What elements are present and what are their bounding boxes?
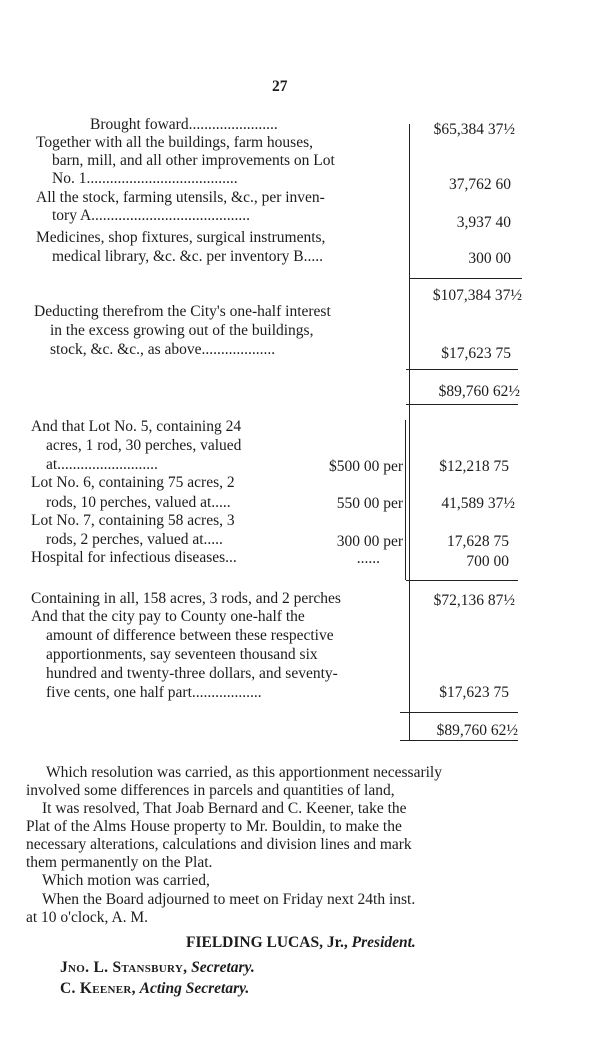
rate: 300 00 per	[336, 533, 403, 550]
text-line: Medicines, shop fixtures, surgical instruments,	[36, 229, 326, 246]
text-line: Together with all the buildings, farm houses,	[36, 134, 314, 151]
column-rule	[409, 124, 410, 740]
text-line: at..........................	[46, 456, 158, 473]
text-line: All the stock, farming utensils, &c., per inven-	[36, 189, 325, 206]
acting-secretary-signature	[60, 980, 249, 998]
paragraph-line: When the Board adjourned to meet on Friday next 24th inst.	[42, 891, 416, 908]
amount: 17,628 75	[447, 533, 509, 550]
acting-secretary-title: Acting Secretary.	[139, 980, 250, 997]
page-number: 27	[272, 78, 288, 95]
text-line: rods, 2 perches, valued at.....	[46, 531, 223, 548]
text-line: stock, &c. &c., as above...................	[50, 341, 276, 358]
sum-rule-bottom	[400, 740, 518, 741]
paragraph-line: Which resolution was carried, as this apportionment necessarily	[46, 764, 442, 781]
sum-rule	[410, 278, 522, 279]
paragraph-line: It was resolved, That Joab Bernard and C. Keener, take the	[42, 800, 407, 817]
amount: $17,623 75	[439, 684, 509, 701]
amount: $17,623 75	[441, 345, 511, 362]
text-line: in the excess growing out of the buildings,	[50, 322, 314, 339]
paragraph-line: Which motion was carried,	[42, 872, 210, 889]
paragraph-line: necessary alterations, calculations and division lines and mark	[26, 836, 412, 853]
amount: 300 00	[468, 250, 511, 267]
amount: 3,937 40	[456, 214, 511, 231]
amount: $72,136 87½	[433, 592, 515, 609]
paragraph-line: involved some differences in parcels and quantities of land,	[26, 782, 395, 799]
president-name: FIELDING LUCAS, Jr.,	[186, 934, 348, 951]
text-line: acres, 1 rod, 30 perches, valued	[46, 437, 242, 454]
sum-rule	[406, 369, 518, 370]
text-line: tory A.........................................	[52, 207, 251, 224]
secretary-title: Secretary.	[191, 959, 255, 976]
total: $89,760 62½	[436, 722, 518, 739]
text-line: Hospital for infectious diseases...	[31, 549, 237, 566]
paragraph-line: them permanently on the Plat.	[26, 854, 213, 871]
text-line: And that the city pay to County one-half the	[31, 608, 305, 625]
text-line: rods, 10 perches, valued at.....	[46, 494, 231, 511]
text-line: five cents, one half part..................	[46, 684, 262, 701]
amount: 700 00	[466, 553, 509, 570]
text-line: hundred and twenty-three dollars, and seventy-	[46, 665, 338, 682]
text-line: barn, mill, and all other improvements on Lot	[52, 152, 335, 169]
text-line: apportionments, say seventeen thousand six	[46, 646, 318, 663]
rate: 550 00 per	[336, 495, 403, 512]
rate: $500 00 per	[328, 458, 403, 475]
text-line: Lot No. 7, containing 58 acres, 3	[31, 512, 235, 529]
secretary-name: Jno. L. Stansbury,	[60, 959, 188, 976]
rate: ......	[356, 550, 380, 567]
amount: $65,384 37½	[433, 121, 515, 138]
subtotal: $107,384 37½	[432, 287, 522, 304]
amount: 37,762 60	[449, 176, 511, 193]
amount: 41,589 37½	[441, 495, 515, 512]
paragraph-line: at 10 o'clock, A. M.	[26, 909, 149, 926]
sum-rule-bottom	[406, 404, 518, 405]
president-title: President.	[351, 934, 416, 951]
sum-rule	[400, 712, 518, 713]
text-line: Deducting therefrom the City's one-half interest	[34, 303, 331, 320]
total: $89,760 62½	[438, 383, 520, 400]
amount: $12,218 75	[439, 458, 509, 475]
text-line: No. 1.......................................	[52, 170, 238, 187]
sum-rule	[406, 580, 518, 581]
text-line: Containing in all, 158 acres, 3 rods, and 2 perches	[31, 590, 341, 607]
paragraph-line: Plat of the Alms House property to Mr. Bouldin, to make the	[26, 818, 402, 835]
text-line: Brought foward.......................	[90, 116, 278, 133]
acting-secretary-name: C. Keener,	[60, 980, 136, 997]
text-line: Lot No. 6, containing 75 acres, 2	[31, 474, 235, 491]
text-line: medical library, &c. &c. per inventory B.....	[52, 248, 324, 265]
column-rule-top-left	[405, 420, 406, 580]
secretary-signature	[60, 959, 255, 977]
president-signature	[186, 934, 416, 952]
text-line: And that Lot No. 5, containing 24	[31, 418, 242, 435]
text-line: amount of difference between these respective	[46, 627, 334, 644]
